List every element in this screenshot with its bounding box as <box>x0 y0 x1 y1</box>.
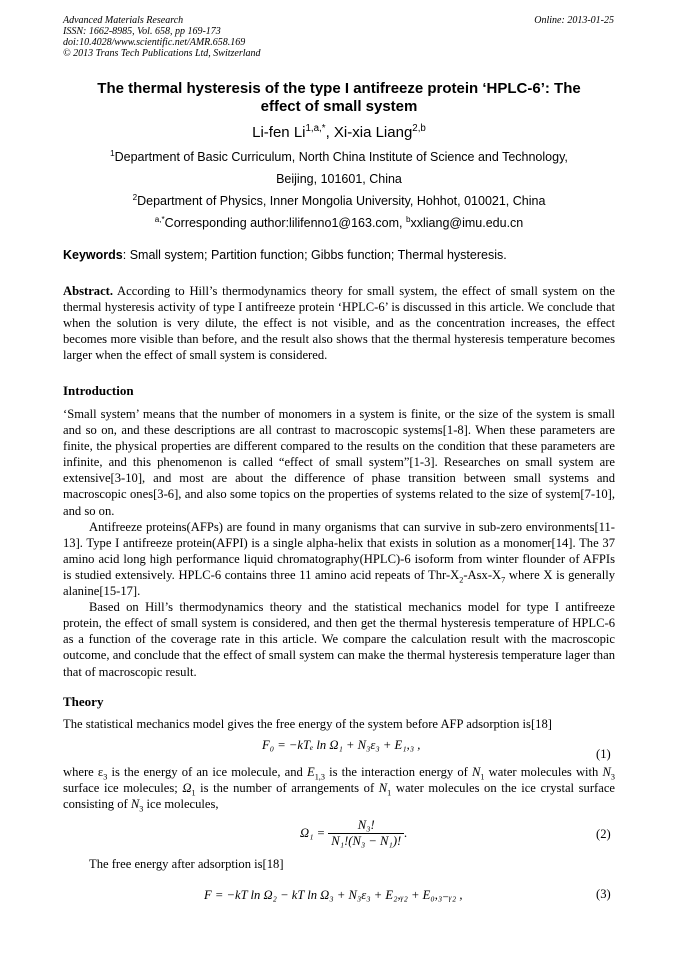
equation-3: F = −kT ln Ω₂ − kT ln Ω₃ + N₃ε₃ + E₂,ᵧ₂ + E₀,₃₋ᵧ₂ , <box>204 888 463 902</box>
corresponding-author <box>63 216 615 230</box>
authors <box>63 124 615 141</box>
t2b: is the energy of an ice molecule, and <box>107 765 307 779</box>
intro-paragraph-1: ‘Small system’ means that the number of monomers in a system is finite, or the size of the system is small and so on, and these descriptions are all contrast to macroscopic systems[1-8]. When these parameters are finite, the physical properties are different compared to the results on the condition that these parameters are infinite, and this phenomenon is called “effect of small system”[1-3]. Researches on small system are extensive[3-10], and most are about the difference of phase transition between small systems and macroscopic ones[3-6], and also some topics on the properties of systems related to the size of system[7-10], and so on. <box>63 407 615 518</box>
intro-p2-text: Antifreeze proteins(AFPs) are found in many organisms that can survive in sub-zero environments[11-13]. Type I antifreeze protein(AFPI) is a single alpha-helix that exists in solution as a monomer[14]. The 37 amino acid long high performance liquid chromatography(HPLC)-6 isoform from winter flounder of AFPIs is studied extensively. HPLC-6 contains three 11 amino acid repeats of Thr-X <box>63 519 615 582</box>
journal-name: Advanced Materials Research <box>63 15 184 26</box>
theory-paragraph-2 <box>63 764 615 812</box>
doi: doi:10.4028/www.scientific.net/AMR.658.169 <box>63 37 246 48</box>
t2i-sub: 1 <box>191 788 196 798</box>
intro-p2-sub2: 7 <box>501 575 506 585</box>
t2g: N <box>602 765 611 779</box>
t2f: water molecules with <box>484 765 603 779</box>
keywords-text: : Small system; Partition function; Gibbs function; Thermal hysteresis. <box>122 248 507 262</box>
t2n: ice molecules, <box>143 797 219 812</box>
theory-paragraph-1: The statistical mechanics model gives the free energy of the system before AFP adsorption is[18] <box>63 717 552 731</box>
aff1-sup: 1 <box>110 148 115 158</box>
t2a-sub: 3 <box>103 772 108 782</box>
introduction-body <box>63 406 615 680</box>
eq2-lhs: Ω₁ = <box>300 826 326 840</box>
t2c: E <box>307 765 315 779</box>
corr-sup-b: b <box>405 214 411 224</box>
equation-3-number: (3) <box>596 887 611 901</box>
author-2: Xi-xia Liang <box>333 124 413 141</box>
corr-email-b: xxliang@imu.edu.cn <box>410 216 524 230</box>
t2l: water molecules on the ice crystal surface consisting of <box>63 781 615 812</box>
eq2-denominator: N₁!(N₃ − N₁)! <box>331 834 402 848</box>
paper-title <box>63 80 615 116</box>
t2m-sub: 3 <box>139 804 144 814</box>
affiliation-1-cont: Beijing, 101601, China <box>276 172 402 186</box>
title-line-1: The thermal hysteresis of the type I antifreeze protein ‘HPLC-6’: The <box>97 80 581 97</box>
corr-sup: a,* <box>154 214 165 224</box>
aff2-sup: 2 <box>132 192 138 202</box>
aff1-line1: Department of Basic Curriculum, North China Institute of Science and Technology, <box>114 150 568 164</box>
intro-p2-end: where X is generally alanine[15-17]. <box>63 567 615 599</box>
t2g-sub: 3 <box>610 772 616 782</box>
t2k: N <box>378 781 388 796</box>
keywords-label: Keywords <box>63 248 123 262</box>
equation-2-number: (2) <box>596 827 611 841</box>
abstract <box>63 283 615 363</box>
affiliation-2 <box>63 194 615 208</box>
author-separator: , <box>325 124 334 141</box>
author-1-sup: 1,a,* <box>305 123 326 134</box>
t2e: N <box>472 765 481 779</box>
title-line-2: effect of small system <box>260 98 418 115</box>
intro-p2-mid: -Asx-X <box>463 567 502 582</box>
issn: ISSN: 1662-8985, Vol. 658, pp 169-173 <box>63 26 221 37</box>
intro-paragraph-2 <box>63 519 615 599</box>
t2k-sub: 1 <box>387 788 392 798</box>
corr-text: Corresponding author:lilifenno1@163.com, <box>164 216 406 230</box>
eq2-tail: . <box>404 826 408 840</box>
journal-header <box>63 15 261 59</box>
aff2-line1: Department of Physics, Inner Mongolia University, Hohhot, 010021, China <box>137 194 546 208</box>
author-2-sup: 2,b <box>412 123 426 134</box>
equation-1: F₀ = −kTₑ ln Ω₁ + N₃ε₃ + E₁,₃ , <box>262 738 421 752</box>
t2i: Ω <box>182 781 192 796</box>
equation-2 <box>300 818 407 849</box>
introduction-heading: Introduction <box>63 383 134 398</box>
equation-1-number: (1) <box>596 747 611 761</box>
t2h: surface ice molecules; <box>63 781 183 796</box>
intro-p2-sub1: 2 <box>459 575 464 585</box>
author-1: Li-fen Li <box>252 124 306 141</box>
keywords <box>63 248 507 262</box>
copyright: © 2013 Trans Tech Publications Ltd, Switzerland <box>63 48 261 59</box>
t2a: where ε <box>63 765 104 779</box>
t2d: is the interaction energy of <box>324 765 472 779</box>
t2c-sub: 1,3 <box>314 772 325 782</box>
t2e-sub: 1 <box>480 772 485 782</box>
abstract-label: Abstract. <box>63 284 114 298</box>
theory-paragraph-3: The free energy after adsorption is[18] <box>89 857 284 871</box>
theory-heading: Theory <box>63 694 104 709</box>
eq2-fraction <box>328 818 404 849</box>
intro-paragraph-3: Based on Hill’s thermodynamics theory and the statistical mechanics model for type I antifreeze protein, the effect of small system is considered, and then get the thermal hysteresis temperature of HPLC-6 as a function of the coverage rate in this article. We compare the calculation result with the macroscopic outcome, and conclude that the effect of small system can make the thermal hysteresis temperature lager than that of macroscopic result. <box>63 600 615 679</box>
affiliation-1 <box>63 150 615 164</box>
online-date: Online: 2013-01-25 <box>534 15 614 26</box>
t2m: N <box>130 797 140 812</box>
eq2-numerator: N₃! <box>328 818 404 834</box>
t2j: is the number of arrangements of <box>195 781 379 796</box>
abstract-text: According to Hill’s thermodynamics theory for small system, the effect of small system on the thermal hysteresis activity of type I antifreeze protein ‘HPLC-6’ is discussed in this article. We conclude that when the solution is very dilute, the effect is not visible, and as the concentration increases, the effect becomes more visible than before, and the result also shows that the thermal hysteresis temperature becomes larger when the effect of small system is considered. <box>63 284 615 363</box>
